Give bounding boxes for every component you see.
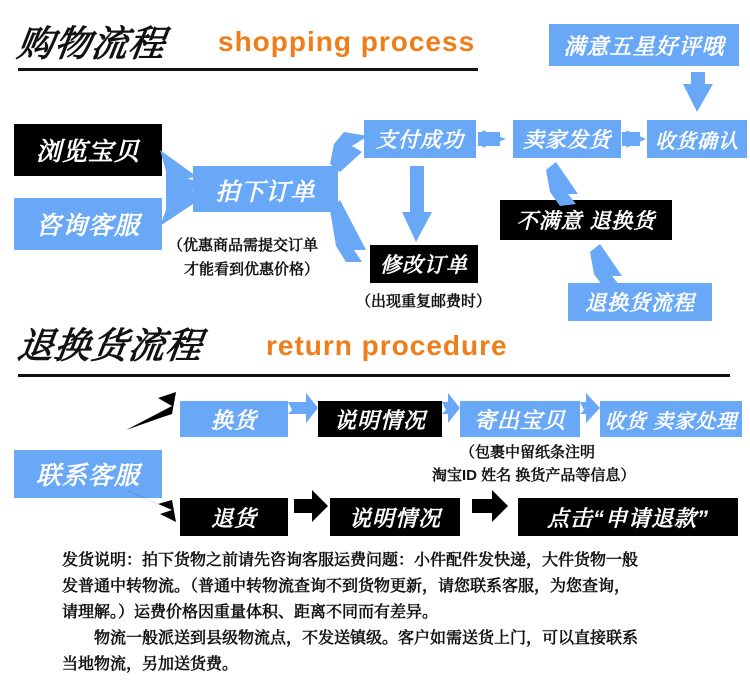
box-send-item: 寄出宝贝 xyxy=(460,401,580,437)
footer-line-1: 发货说明：拍下货物之前请先咨询客服运费问题：小件配件发快递，大件货物一般 xyxy=(62,552,639,569)
shopping-section-title-cn: 购物流程 xyxy=(14,23,169,64)
arrow-unsatisfied-to-returnflow xyxy=(590,244,622,288)
note-parcel-line1: （包裹中留纸条注明 xyxy=(460,444,596,461)
box-click-apply-refund: 点击“申请退款” xyxy=(518,498,738,536)
footer-line-2: 发普通中转物流。（普通中转物流查询不到货物更新，请您联系客服，为您查询， xyxy=(62,578,631,595)
box-explain-situation-exchange: 说明情况 xyxy=(318,401,442,437)
box-five-star-review: 满意五星好评哦 xyxy=(549,24,739,66)
arrow-order-to-payment xyxy=(330,132,368,172)
arrow-service-to-exchange xyxy=(126,392,176,430)
arrow-order-to-modify xyxy=(330,200,366,262)
box-receive-seller-handles: 收货 卖家处理 xyxy=(600,401,742,437)
return-section-divider xyxy=(18,374,730,377)
box-contact-service-returns: 联系客服 xyxy=(14,450,162,498)
footer-line-3: 请理解。）运费价格因重量体积、距离不同而有差异。 xyxy=(62,604,439,621)
arrow-send-to-receive xyxy=(580,393,600,423)
arrow-service-to-return xyxy=(126,490,176,522)
note-discount-line1: （优惠商品需提交订单 xyxy=(168,237,319,254)
arrow-confirm-to-review xyxy=(683,72,713,112)
arrow-exchange-to-explain xyxy=(288,393,318,423)
box-browse-item: 浏览宝贝 xyxy=(14,124,162,176)
box-seller-ships: 卖家发货 xyxy=(513,120,621,158)
footer-line-4: 物流一般派送到县级物流点，不发送镇级。客户如需送货上门，可以直接联系 xyxy=(94,630,639,647)
note-parcel-line2: 淘宝ID 姓名 换货产品等信息） xyxy=(432,467,636,484)
box-payment-success: 支付成功 xyxy=(364,120,476,158)
box-return-goods: 退货 xyxy=(180,498,288,536)
box-contact-service: 咨询客服 xyxy=(14,198,162,250)
shopping-section-title-en: shopping process xyxy=(218,26,476,57)
return-section-title-cn: 退换货流程 xyxy=(14,325,206,366)
footer-text-block xyxy=(62,548,722,678)
box-not-satisfied-return: 不满意 退换货 xyxy=(500,200,672,240)
return-arrows-group xyxy=(0,380,750,560)
arrow-modify-to-payment xyxy=(402,166,432,242)
arrow-payment-to-ship-tail xyxy=(478,132,500,146)
arrow-explain-to-refund xyxy=(472,490,508,522)
arrow-ship-to-unsatisfied xyxy=(546,162,578,206)
shopping-arrows-group xyxy=(0,0,750,340)
box-return-process: 退换货流程 xyxy=(568,283,712,321)
box-explain-situation-return: 说明情况 xyxy=(330,498,460,536)
box-confirm-receipt: 收货确认 xyxy=(647,120,747,158)
box-place-order: 拍下订单 xyxy=(193,166,338,212)
box-exchange: 换货 xyxy=(180,401,288,437)
note-duplicate-postage: （出现重复邮费时） xyxy=(356,293,492,310)
arrow-explain-to-send xyxy=(442,393,460,423)
return-section-title-en: return procedure xyxy=(266,330,508,361)
footer-line-5: 当地物流，另加送货费。 xyxy=(62,656,239,673)
arrow-return-to-explain xyxy=(294,490,328,522)
box-modify-order: 修改订单 xyxy=(370,245,478,283)
note-discount-line2: 才能看到优惠价格） xyxy=(184,261,320,278)
arrow-ship-to-confirm-tail xyxy=(622,132,640,146)
